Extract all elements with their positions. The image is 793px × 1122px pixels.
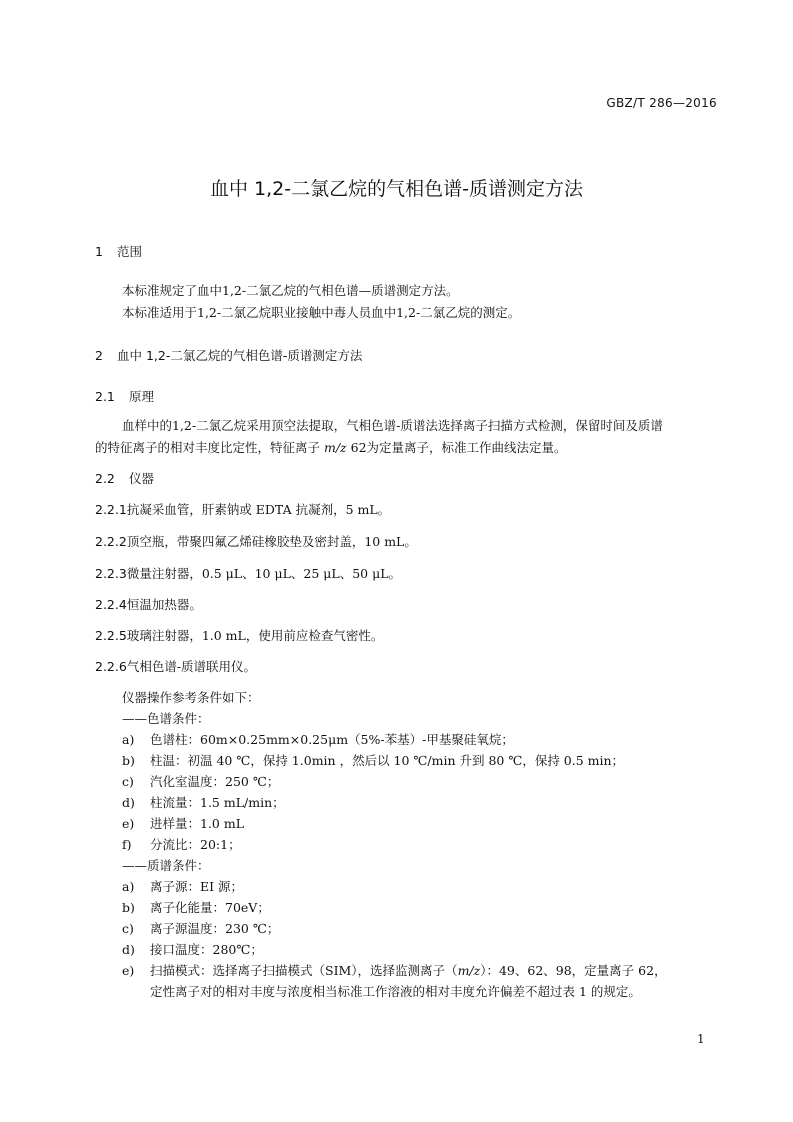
list-item [122, 877, 243, 895]
item-letter: a) [122, 732, 135, 747]
item-text: 汽化室温度：250 ℃； [150, 774, 280, 789]
item-letter: b) [122, 900, 135, 915]
item-text: 接口温度：280℃； [150, 942, 263, 957]
list-item-continuation: 定性离子对的相对丰度与浓度相当标准工作溶液的相对丰度允许偏差不超过表 1 的规定。 [150, 984, 641, 999]
section-number: 2 [95, 348, 103, 363]
page-number: 1 [697, 1032, 705, 1046]
list-item [122, 751, 624, 769]
item-text: 气相色谱-质谱联用仪。 [126, 659, 257, 674]
paragraph: 本标准适用于1,2-二氯乙烷职业接触中毒人员血中1,2-二氯乙烷的测定。 [122, 305, 521, 320]
section-2-heading [95, 346, 362, 364]
subsection-2-1-heading [95, 387, 154, 405]
item-text: 扫描模式：选择离子扫描模式（SIM），选择监测离子（ [150, 963, 458, 978]
instrument-item [95, 500, 390, 518]
item-text: 抗凝采血管，肝素钠或 EDTA 抗凝剂，5 mL。 [126, 502, 391, 517]
item-text: 顶空瓶，带聚四氟乙烯硅橡胶垫及密封盖，10 mL。 [126, 534, 417, 549]
item-text: 柱温：初温 40 ℃，保持 1.0min ，然后以 10 ℃/min 升到 80 ℃，保持 0.5 min； [150, 753, 625, 768]
item-text: 离子源：EI 源； [150, 879, 244, 894]
item-letter: f) [122, 837, 132, 852]
item-text: 微量注射器，0.5 μL、10 μL、25 μL、50 μL。 [126, 566, 402, 581]
item-letter: c) [122, 774, 134, 789]
paragraph-line: 血样中的1,2-二氯乙烷采用顶空法提取，气相色谱-质谱法选择离子扫描方式检测，保留时间及质谱 [122, 418, 663, 433]
instrument-item [95, 595, 202, 613]
document-title: 血中 1,2-二氯乙烷的气相色谱-质谱测定方法 [210, 178, 583, 200]
item-text: 柱流量：1.5 mL/min； [150, 795, 285, 810]
item-number: 2.2.2 [95, 534, 127, 549]
item-letter: c) [122, 921, 134, 936]
mz-symbol: m/z [323, 440, 347, 455]
item-number: 2.2.4 [95, 597, 127, 612]
subsection-2-2-heading [95, 469, 154, 487]
item-letter: e) [122, 963, 135, 978]
list-item [122, 793, 285, 811]
section-1-heading [95, 242, 142, 260]
text: 62为定量离子，标准工作曲线法定量。 [346, 440, 567, 455]
conditions-intro: 仪器操作参考条件如下： [122, 690, 260, 705]
section-title: 血中 1,2-二氯乙烷的气相色谱-质谱测定方法 [117, 348, 363, 363]
instrument-item [95, 626, 383, 644]
item-number: 2.2.5 [95, 628, 127, 643]
item-letter: d) [122, 795, 135, 810]
item-letter: d) [122, 942, 135, 957]
section-number: 1 [95, 244, 103, 259]
item-letter: a) [122, 879, 135, 894]
instrument-item [95, 532, 417, 550]
item-text: 离子化能量：70eV； [150, 900, 270, 915]
instrument-item [95, 657, 256, 675]
item-number: 2.2.1 [95, 502, 127, 517]
instrument-item [95, 564, 401, 582]
item-text: 分流比：20:1； [150, 837, 241, 852]
list-item [122, 772, 279, 790]
list-item [122, 919, 279, 937]
mz-symbol: m/z [457, 963, 481, 978]
item-letter: e) [122, 816, 135, 831]
list-item [122, 898, 270, 916]
list-item [122, 814, 244, 832]
ms-conditions-heading: ——质谱条件： [122, 858, 210, 873]
list-item [122, 940, 263, 958]
subsection-number: 2.2 [95, 471, 115, 486]
item-number: 2.2.3 [95, 566, 127, 581]
gc-conditions-heading: ——色谱条件： [122, 711, 210, 726]
subsection-number: 2.1 [95, 389, 115, 404]
item-text: 色谱柱：60m×0.25mm×0.25μm（5%-苯基）-甲基聚硅氧烷； [150, 732, 514, 747]
item-letter: b) [122, 753, 135, 768]
item-text: 玻璃注射器，1.0 mL，使用前应检查气密性。 [126, 628, 384, 643]
item-text: 离子源温度：230 ℃； [150, 921, 280, 936]
text: 的特征离子的相对丰度比定性，特征离子 [95, 440, 324, 455]
item-number: 2.2.6 [95, 659, 127, 674]
section-title: 范围 [117, 244, 143, 259]
item-text: 恒温加热器。 [126, 597, 202, 612]
paragraph: 本标准规定了血中1,2-二氯乙烷的气相色谱—质谱测定方法。 [122, 283, 459, 298]
list-item [122, 961, 667, 979]
standard-code: GBZ/T 286—2016 [606, 96, 717, 110]
item-text: 进样量：1.0 mL [150, 816, 245, 831]
item-text: ）：49、62、98，定量离子 62， [480, 963, 667, 978]
subsection-title: 原理 [129, 389, 155, 404]
paragraph-line [95, 438, 567, 456]
list-item [122, 835, 241, 853]
list-item [122, 730, 514, 748]
subsection-title: 仪器 [129, 471, 155, 486]
